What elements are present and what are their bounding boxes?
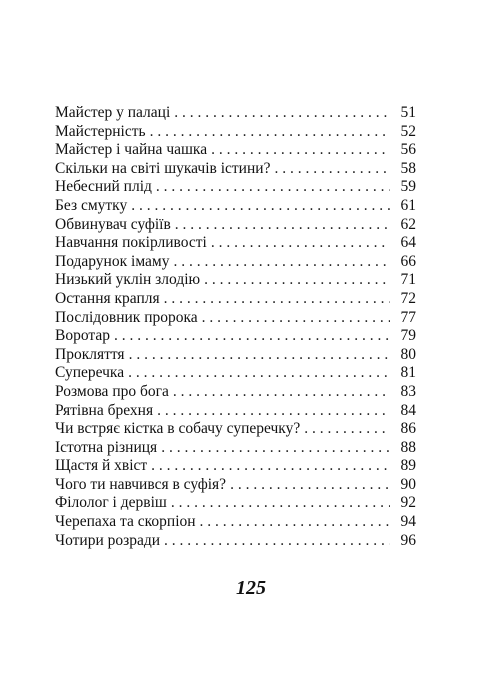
dot-leader: [164, 290, 390, 309]
toc-entry-title: Скільки на світі шукачів істини?: [55, 159, 271, 177]
toc-entry-title: Філолог і дервіш: [55, 494, 167, 512]
page-number: 125: [236, 577, 266, 599]
toc-entry-page: 96: [400, 531, 416, 549]
toc-entry-title: Послідовник пророка: [55, 308, 198, 326]
toc-entry-title: Прокляття: [55, 345, 125, 363]
toc-entry-page: 89: [400, 457, 416, 475]
toc-entry: [55, 234, 416, 253]
toc-entry-title: Чи встряє кістка в собачу суперечку?: [55, 420, 301, 438]
toc-entry-page: 92: [400, 494, 416, 512]
toc-entry-title: Воротар: [55, 327, 110, 345]
dot-leader: [157, 402, 390, 421]
toc-entry-page: 51: [400, 104, 416, 121]
toc-entry-title: Обвинувач суфіїв: [55, 215, 171, 233]
toc-entry-page: 86: [400, 420, 416, 438]
dot-leader: [200, 513, 390, 532]
toc-entry-page: 79: [400, 327, 416, 345]
toc-entry: [55, 216, 416, 235]
toc-entry-title: Чого ти навчився в суфія?: [55, 475, 227, 493]
toc-entry-page: 83: [400, 382, 416, 400]
dot-leader: [171, 494, 390, 513]
toc-entry-title: Черепаха та скорпіон: [55, 513, 196, 531]
toc-entry-page: 77: [400, 308, 416, 326]
toc-entry-page: 64: [400, 234, 416, 252]
toc-entry-page: 56: [400, 141, 416, 159]
toc-entry: [55, 513, 416, 532]
toc-entry-title: Рятівна брехня: [55, 401, 154, 419]
toc-entry-title: Майстер у палаці: [55, 104, 171, 121]
toc-entry-page: 88: [400, 438, 416, 456]
dot-leader: [129, 346, 390, 365]
table-of-contents: [55, 104, 416, 550]
toc-entry: [55, 123, 416, 142]
toc-entry-page: 59: [400, 178, 416, 196]
toc-entry: [55, 346, 416, 365]
toc-entry-page: 80: [400, 345, 416, 363]
dot-leader: [202, 309, 390, 328]
toc-entry: [55, 476, 416, 495]
dot-leader: [174, 104, 390, 123]
toc-entry: [55, 178, 416, 197]
toc-entry: [55, 494, 416, 513]
toc-entry: [55, 439, 416, 458]
toc-entry-page: 72: [400, 289, 416, 307]
toc-entry-page: 58: [400, 159, 416, 177]
dot-leader: [173, 253, 390, 272]
dot-leader: [204, 271, 390, 290]
dot-leader: [211, 234, 390, 253]
toc-entry-title: Чотири розради: [55, 531, 161, 549]
toc-entry: [55, 197, 416, 216]
dot-leader: [274, 160, 390, 179]
dot-leader: [161, 439, 390, 458]
toc-entry-page: 94: [400, 513, 416, 531]
toc-entry-title: Розмова про бога: [55, 382, 169, 400]
toc-entry-page: 84: [400, 401, 416, 419]
toc-entry: [55, 290, 416, 309]
toc-entry-title: Подарунок імаму: [55, 252, 170, 270]
toc-entry: [55, 457, 416, 476]
toc-entry: [55, 420, 416, 439]
dot-leader: [304, 420, 390, 439]
toc-entry-page: 71: [400, 271, 416, 289]
toc-entry: [55, 160, 416, 179]
toc-entry-title: Щастя й хвіст: [55, 457, 148, 475]
toc-entry: [55, 402, 416, 421]
toc-entry: [55, 141, 416, 160]
toc-entry-title: Навчання покірливості: [55, 234, 207, 252]
toc-entry: [55, 309, 416, 328]
toc-entry: [55, 271, 416, 290]
toc-entry-title: Суперечка: [55, 364, 125, 382]
toc-entry: [55, 532, 416, 551]
toc-entry-page: 81: [400, 364, 416, 382]
dot-leader: [173, 383, 390, 402]
toc-entry: [55, 327, 416, 346]
dot-leader: [150, 123, 390, 142]
toc-entry-title: Майстерність: [55, 122, 146, 140]
toc-entry: [55, 253, 416, 272]
dot-leader: [128, 364, 390, 383]
toc-entry-title: Без смутку: [55, 196, 128, 214]
toc-entry-page: 90: [400, 475, 416, 493]
dot-leader: [175, 216, 390, 235]
toc-entry-page: 52: [400, 122, 416, 140]
toc-entry-page: 61: [400, 196, 416, 214]
dot-leader: [156, 178, 390, 197]
toc-entry-title: Низький уклін злодію: [55, 271, 201, 289]
toc-entry-page: 66: [400, 252, 416, 270]
dot-leader: [131, 197, 390, 216]
toc-entry-title: Остання крапля: [55, 289, 160, 307]
dot-leader: [151, 457, 390, 476]
toc-entry: [55, 104, 416, 123]
toc-entry: [55, 383, 416, 402]
toc-entry-title: Істотна різниця: [55, 438, 158, 456]
dot-leader: [114, 327, 390, 346]
toc-entry: [55, 364, 416, 383]
dot-leader: [230, 476, 390, 495]
dot-leader: [164, 532, 390, 551]
dot-leader: [211, 141, 390, 160]
toc-entry-title: Небесний плід: [55, 178, 152, 196]
toc-entry-page: 62: [400, 215, 416, 233]
toc-entry-title: Майстер і чайна чашка: [55, 141, 208, 159]
